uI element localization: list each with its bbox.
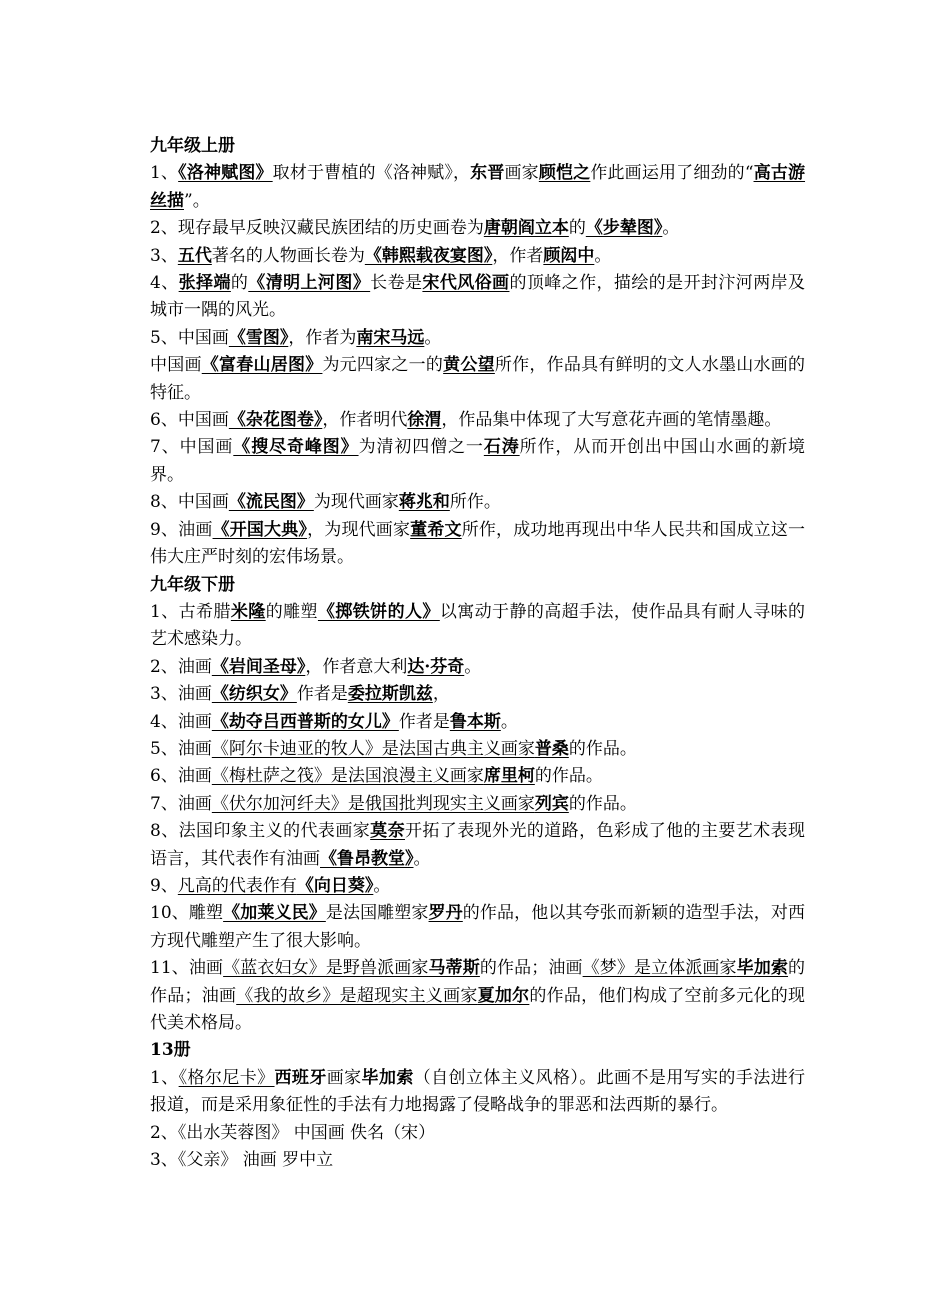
text-run: 东晋 [470, 163, 505, 184]
text-run: 南宋马远 [356, 327, 425, 348]
document-body [150, 133, 805, 1174]
text-run: 《格尔尼卡》 [178, 1067, 275, 1088]
paragraph [150, 736, 805, 763]
text-run: 黄公望 [443, 355, 495, 376]
text-run: 董希文 [410, 519, 462, 540]
text-run: 作者是 [296, 684, 348, 705]
text-run: 毕加索 [361, 1067, 414, 1088]
text-run: 《步辇图》 [585, 218, 663, 239]
paragraph [150, 873, 805, 900]
text-run: 3、《父亲》 油画 罗中立 [150, 1150, 334, 1171]
text-run: 《杂花图卷》 [228, 410, 323, 431]
text-run: ，作品集中体现了大写意花卉画的笔情墨趣。 [441, 410, 782, 431]
text-run: 5、油画 [150, 738, 212, 759]
text-run: 2、《出水芙蓉图》 中国画 佚名（宋） [150, 1122, 436, 1143]
text-run: 西班牙 [274, 1067, 327, 1088]
text-run: 《韩熙载夜宴图》 [364, 245, 493, 266]
text-run: 。 [662, 218, 680, 239]
text-run: 2、现存最早反映汉藏民族团结的历史画卷为 [150, 218, 484, 239]
paragraph [150, 955, 805, 1037]
text-run: 画家 [504, 163, 539, 184]
text-run: 著名的人物画长卷为 [211, 245, 365, 266]
text-run: 4、 [150, 273, 179, 294]
text-run: 的作品；油画 [150, 958, 806, 1006]
section-heading: 九年级下册 [150, 574, 235, 595]
text-run: 《阿尔卡迪亚的牧人》是法国古典主义画家 [211, 738, 535, 759]
text-run: 1、古希腊 [150, 601, 231, 622]
text-run: ”。 [184, 190, 210, 211]
paragraph [150, 215, 805, 242]
text-run: 《伏尔加河纤夫》是俄国批判现实主义画家 [211, 793, 535, 814]
paragraph [150, 434, 805, 489]
text-run: 《纺织女》 [211, 684, 297, 705]
text-run: 宋代风俗画 [422, 273, 510, 294]
paragraph [150, 1147, 805, 1174]
paragraph [150, 709, 805, 736]
text-run: 的 [230, 273, 249, 294]
text-run: 《清明上河图》 [248, 273, 371, 294]
text-run: 蒋兆和 [398, 492, 450, 513]
text-run: 1、 [150, 163, 179, 184]
text-run: 5、中国画 [150, 327, 229, 348]
text-run: 《岩间圣母》 [211, 656, 306, 677]
text-run: 席里柯 [483, 766, 535, 787]
text-run: ， [432, 684, 450, 705]
text-run: 五代 [177, 245, 212, 266]
text-run: 《我的故乡》是超现实主义画家 [236, 985, 478, 1006]
paragraph [150, 654, 805, 681]
text-run: 顾闳中 [543, 245, 595, 266]
text-run: 6、油画 [150, 766, 212, 787]
paragraph [150, 517, 805, 572]
text-run: 马蒂斯 [428, 958, 480, 979]
text-run: 《掷铁饼的人》 [317, 601, 440, 622]
text-run: 11、油画 [150, 958, 224, 979]
paragraph [150, 270, 805, 325]
text-run: 8、中国画 [150, 492, 229, 513]
text-run: 《洛神赋图》 [178, 163, 273, 184]
text-run: 。 [594, 245, 612, 266]
text-run: 高古游丝描 [150, 163, 806, 211]
text-run: 《向日葵》 [296, 875, 374, 896]
text-run: 所作，作品具有鲜明的文人水墨山水画的特征。 [150, 355, 806, 403]
text-run: 的作品；油画 [479, 958, 583, 979]
text-run: 罗丹 [428, 903, 463, 924]
text-run: 达·芬奇 [407, 656, 465, 677]
text-run: 鲁本斯 [449, 711, 501, 732]
section-heading: 13册 [150, 1040, 191, 1061]
text-run: 所作，成功地再现出中华人民共和国成立这一伟大庄严时刻的宏伟场景。 [150, 519, 806, 568]
text-run: 。 [424, 327, 442, 348]
text-run: 米隆 [230, 601, 266, 622]
paragraph [150, 599, 805, 654]
text-run: 。 [464, 656, 482, 677]
text-run: 普桑 [534, 738, 569, 759]
text-run: 的作品。 [568, 738, 637, 759]
text-run: 唐朝阎立本 [483, 218, 569, 239]
text-run: 10、雕塑 [150, 903, 224, 924]
text-run: 的作品，他以其夸张而新颖的造型手法，对西方现代雕塑产生了很大影响。 [150, 903, 806, 951]
text-run: （自创立体主义风格）。此画不是用写实的手法进行报道，而是采用象征性的手法有力地揭露了侵略战争的罪恶和法西斯的暴行。 [150, 1067, 806, 1116]
text-run: 9、油画 [150, 519, 213, 540]
text-run: 列宾 [534, 793, 569, 814]
paragraph [150, 160, 805, 215]
text-run: 《开国大典》 [212, 519, 308, 540]
text-run: 为元四家之一的 [322, 355, 444, 376]
paragraph [150, 325, 805, 352]
text-run: ，作者意大利 [305, 656, 408, 677]
text-run: 凡高的代表作有 [177, 875, 297, 896]
text-run: 长卷是 [370, 273, 423, 294]
paragraph [150, 791, 805, 818]
text-run: 中国画 [150, 355, 202, 376]
text-run: 的雕塑 [265, 601, 318, 622]
paragraph [150, 352, 805, 407]
paragraph [150, 489, 805, 516]
text-run: 以寓动于静的高超手法，使作品具有耐人寻味的艺术感染力。 [150, 601, 806, 650]
text-run: 的顶峰之作，描绘的是开封汴河两岸及城市一隅的风光。 [150, 273, 806, 321]
section-heading: 九年级上册 [150, 136, 235, 156]
text-run: 的 [568, 218, 586, 239]
text-run: 《搜尽奇峰图》 [233, 437, 359, 458]
text-run: 2、油画 [150, 656, 212, 677]
text-run: 取材于曹植的《洛神赋》， [272, 163, 471, 184]
text-run: 《劫夺吕西普斯的女儿》 [211, 711, 399, 732]
text-run: 7、油画 [150, 793, 212, 814]
text-run: 作此画运用了细劲的“ [590, 163, 754, 184]
text-run: 《蓝衣妇女》是野兽派画家 [223, 958, 429, 979]
text-run: 《加莱义民》 [223, 903, 326, 924]
paragraph [150, 763, 805, 790]
text-run: 毕加索 [736, 958, 789, 979]
text-run: 的作品，他们构成了空前多元化的现代美术格局。 [150, 985, 806, 1033]
paragraph [150, 1120, 805, 1147]
text-run: 3、 [150, 245, 178, 266]
text-run: 3、油画 [150, 684, 212, 705]
text-run: 所作，从而开创出中国山水画的新境界。 [150, 437, 806, 485]
text-run: ，为现代画家 [307, 519, 411, 540]
text-run: 徐渭 [407, 410, 442, 431]
text-run: 的作品。 [568, 793, 637, 814]
text-run: 为清初四僧之一 [358, 437, 484, 458]
paragraph [150, 407, 805, 434]
text-run: 《流民图》 [228, 492, 314, 513]
text-run: 是法国雕塑家 [325, 903, 429, 924]
paragraph [150, 1065, 805, 1120]
paragraph [150, 243, 805, 270]
text-run: 《梅杜萨之筏》是法国浪漫主义画家 [211, 766, 484, 787]
text-run: ，作者 [492, 245, 544, 266]
text-run: 《富春山居图》 [201, 355, 323, 376]
text-run: 。 [500, 711, 518, 732]
text-run: 8、法国印象主义的代表画家 [150, 821, 371, 842]
paragraph [150, 818, 805, 873]
text-run: 7、中国画 [150, 437, 234, 458]
paragraph [150, 900, 805, 955]
text-run: 顾恺之 [538, 163, 591, 184]
text-run: 《雪图》 [228, 327, 289, 348]
text-run: 石涛 [483, 437, 520, 458]
text-run: 。 [373, 875, 391, 896]
text-run: 作者是 [398, 711, 450, 732]
text-run: 张择端 [178, 273, 231, 294]
text-run: 画家 [326, 1067, 362, 1088]
paragraph [150, 681, 805, 708]
text-run: 委拉斯凯兹 [347, 684, 433, 705]
text-run: 莫奈 [370, 821, 405, 842]
text-run: ，作者明代 [322, 410, 408, 431]
text-run: 4、油画 [150, 711, 212, 732]
text-run: 1、 [150, 1067, 179, 1088]
text-run: 的作品。 [534, 766, 603, 787]
text-run: ，作者为 [288, 327, 357, 348]
text-run: 9、 [150, 875, 178, 896]
text-run: 夏加尔 [477, 985, 530, 1006]
text-run: 6、中国画 [150, 410, 229, 431]
text-run: 《梦》是立体派画家 [582, 958, 737, 979]
text-run: 所作。 [449, 492, 501, 513]
text-run: 《鲁昂教堂》 [320, 848, 414, 869]
text-run: 开拓了表现外光的道路，色彩成了他的主要艺术表现语言，其代表作有油画 [150, 821, 806, 869]
text-run: 为现代画家 [313, 492, 399, 513]
text-run: 。 [413, 848, 431, 869]
